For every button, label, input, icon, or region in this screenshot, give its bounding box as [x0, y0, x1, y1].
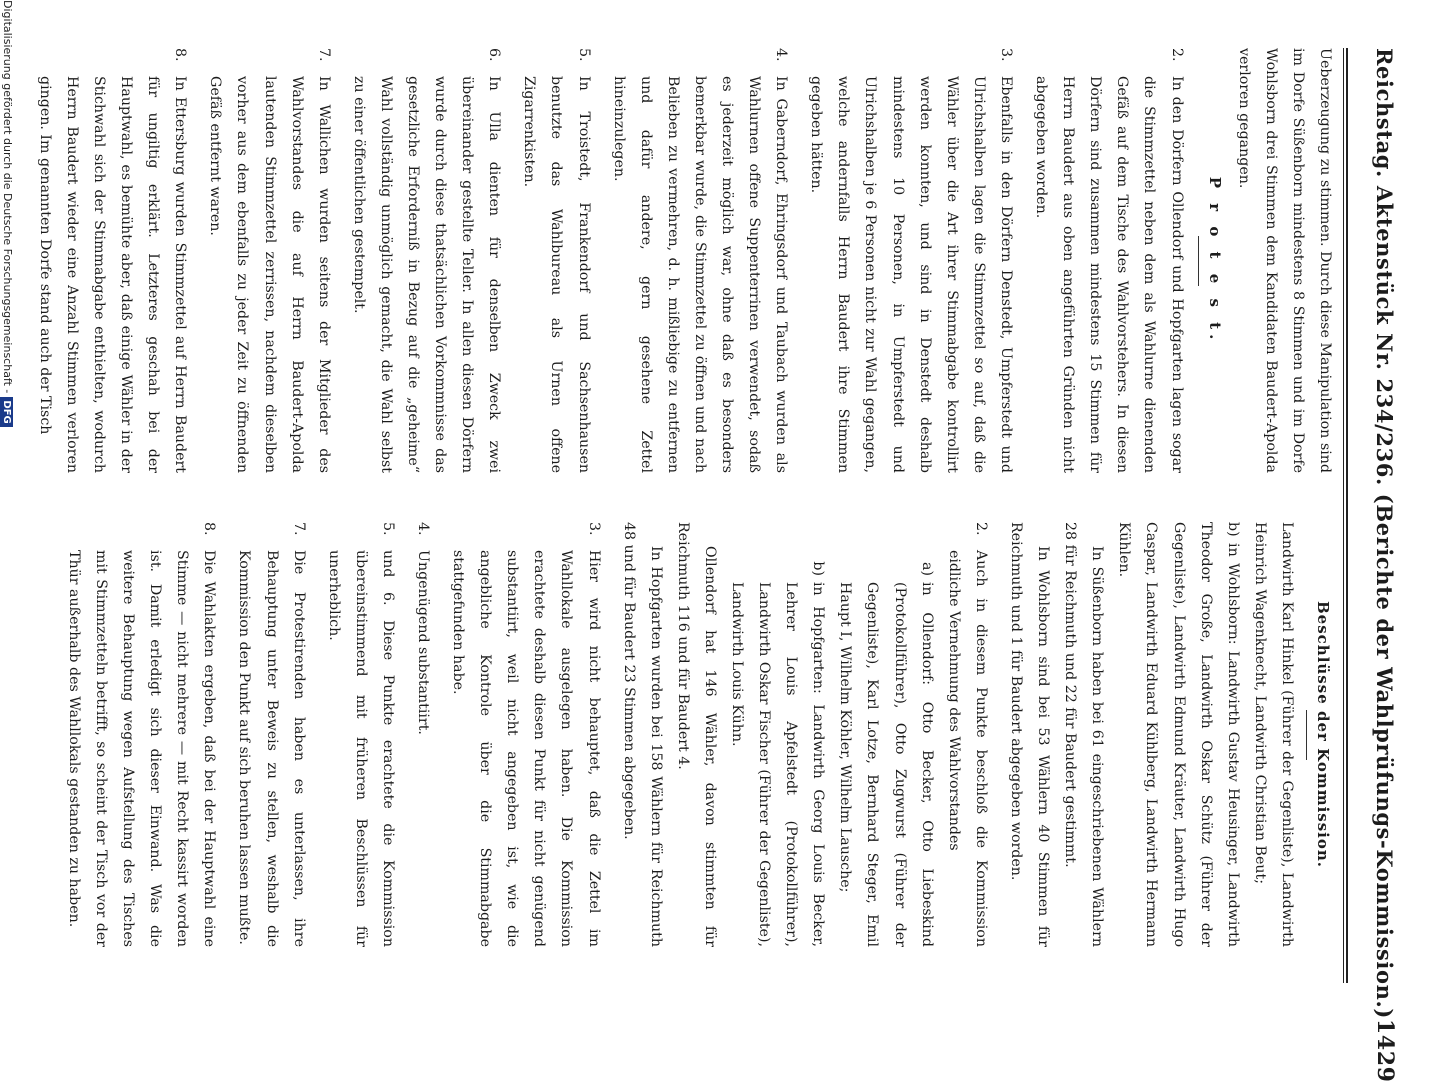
- item-number: 8.: [201, 522, 218, 536]
- item-text: Ungenügend substantiirt.: [415, 550, 431, 735]
- item-number: 6.: [486, 48, 503, 62]
- witness-list: Landwirth Karl Hinkel (Führer der Gegenliste), Landwirth Heinrich Wagenknecht, Landwirth Christian Beut;: [1251, 522, 1295, 947]
- item-number: 5.: [379, 522, 396, 536]
- sub-item-a: [831, 550, 939, 947]
- resolution-item: [409, 522, 436, 947]
- heading-rule: [1306, 710, 1307, 760]
- vote-result: In Süßenborn haben bei 61 eingeschriebenen Wählern 28 für Reichmuth und 22 für Baudert gestimmt.: [1062, 522, 1106, 947]
- protest-item: [201, 48, 336, 473]
- item-number: 4.: [415, 522, 431, 536]
- footer-text: Digitalisierung gefördert durch die Deutsche Forschungsgemeinschaft -: [1, 0, 14, 394]
- protest-column: [31, 48, 1338, 473]
- item-number: 4.: [773, 48, 790, 62]
- page-number: 1429: [1372, 1018, 1398, 1083]
- protest-item: [515, 48, 596, 473]
- protest-item: [1027, 48, 1190, 473]
- item-number: 3.: [585, 522, 602, 536]
- resolution-item: [60, 522, 223, 947]
- vote-result: In Wohlsborn sind bei 53 Wählern 40 Stimmen für Reichmuth und 1 für Baudert abgegeben worden.: [1007, 522, 1052, 947]
- item-text: In Troistedt, Frankendorf und Sachsenhausen benutzte das Wahlbureau als Urnen offene Zigarrenkisten.: [521, 76, 592, 473]
- item-text: In Wallichen wurden seitens der Mitglieder des Wahlvorstandes die auf Herrn Baudert-Apolda lautenden Stimmzettel zerrissen, nachdem dieselben vorher aus dem ebenfalls zu jeder Zeit zu öffnenden Gefäß entfernt waren.: [207, 76, 332, 473]
- item-text: und 6. Diese Punkte erachtete die Kommission übereinstimmend mit früheren Beschlüssen für unerheblich.: [325, 550, 396, 947]
- heading-rule: [1198, 236, 1199, 286]
- item-number: 3.: [997, 48, 1014, 62]
- digitization-footer: [0, 0, 14, 1000]
- item-number: 7.: [315, 48, 332, 62]
- header-rule-thin: [1343, 48, 1344, 983]
- item-number: 2.: [1168, 48, 1185, 62]
- vote-result: Ollendorf hat 146 Wähler, davon stimmten für Reichmuth 116 und für Baudert 4.: [674, 522, 718, 947]
- item-text: Ebenfalls in den Dörfern Denstedt, Umpferstedt und Ulrichshalben lagen die Stimmzettel so auf, daß die Wähler über die Art ihrer Stimmabgabe kontrollirt werden konnten, und sind in Denstedt deshalb mindestens 10 Personen, in Umpferstedt und Ulrichshalben je 6 Personen nicht zur Wahl gegangen, welche andernfalls Herrn Baudert ihre Stimmen gegeben hätten.: [808, 76, 1014, 473]
- protest-item: [31, 48, 194, 473]
- protest-item: [802, 48, 1019, 473]
- resolution-item: [723, 522, 994, 947]
- item-text: Die Protestirenden haben es unterlassen, ihre Behauptung unter Beweis zu stellen, weshalb die Kommission den Punkt auf sich beruhen lassen mußte.: [236, 550, 307, 947]
- item-text: Die Wahlakten ergeben, daß bei der Hauptwahl eine Stimme — nicht mehrere — mit Recht kassirt worden ist. Damit erledigt sich dieser Einwand. Was die weitere Behauptung wegen Aufstellung des Tisches mit Stimmzetteln betrifft, so scheint der Tisch vor der Thür außerhalb des Wahllokals gestanden zu haben.: [65, 550, 218, 947]
- protest-intro: Ueberzeugung zu stimmen. Durch diese Manipulation sind im Dorfe Süßenborn mindestens 8 Stimmen und im Dorfe Wohlsborn drei Stimmen dem Kandidaten Baudert-Apolda verloren gegangen.: [1235, 48, 1333, 473]
- vote-result: In Hopfgarten wurden bei 158 Wählern für Reichmuth 48 und für Baudert 23 Stimmen abgegeben.: [620, 522, 664, 947]
- item-number: 8.: [172, 48, 189, 62]
- page-header: [1372, 48, 1434, 1083]
- sub-item-b: [723, 550, 831, 947]
- item-number: 5.: [575, 48, 592, 62]
- resolutions-heading: Beschlüsse der Kommission.: [1314, 601, 1332, 868]
- sub-text: in Ollendorf: Otto Becker, Otto Liebeskind (Protokollführer), Otto Zugwurst (Führer der Gegenliste), Karl Lotze, Bernhard Steger, Emil Haupt I, Wilhelm Köhler, Wilhelm Lausche;: [837, 582, 935, 947]
- sub-text: in Hopfgarten: Landwirth Georg Louis Becker, Lehrer Louis Apfelstedt (Protokollführer), Landwirth Oskar Fischer (Führer der Gegenliste), Landwirth Louis Kühn.: [729, 582, 827, 947]
- header-rule-thick: [1346, 48, 1348, 983]
- protest-item: [345, 48, 508, 473]
- item-text-main: Auch in diesem Punkte beschloß die Kommission eidliche Vernehmung des Wahlvorstandes: [945, 550, 989, 947]
- item-number: 7.: [290, 522, 307, 536]
- resolution-item: [230, 522, 311, 947]
- item-number: 2.: [972, 522, 989, 536]
- resolution-item: [320, 522, 401, 947]
- header-title: Reichstag. Aktenstück Nr. 234/236. (Berichte der Wahlprüfungs-Kommission.): [1372, 48, 1397, 1019]
- item-text: In Gaberndorf, Ehringsdorf und Taubach wurden als Wahlurnen offene Suppenterrinen verwendet, sodaß es jederzeit möglich war, ohne daß es besonders bemerkbar wurde, die Stimmzettel zu öffnen und nach Belieben zu vermehren, d. h. mißliebige zu entfernen und dafür andere, gern gesehene Zettel hineinzulegen.: [610, 76, 790, 473]
- item-text: In den Dörfern Ollendorf und Hopfgarten lagen sogar die Stimmzettel neben dem als Wahlurne dienenden Gefäß auf dem Tische des Wahlvorstehers. In diesen Dörfern sind zusammen mindestens 15 Stimmen für Herrn Baudert aus oben angeführten Gründen nicht abgegeben worden.: [1033, 76, 1185, 473]
- sub-text: b) in Wohlsborn: Landwirth Gustav Heusinger, Landwirth Theodor Große, Landwirth Oskar Schütz (Führer der Gegenliste), Landwirth Edmund Kräuter, Landwirth Hugo Caspar, Landwirth Eduard Kühlberg, Landwirth Hermann Kühlen.: [1116, 522, 1241, 947]
- protest-heading: P r o t e s t.: [1205, 176, 1224, 345]
- item-text: [723, 550, 994, 947]
- sub-item-b: [1110, 522, 1245, 947]
- item-text: Hier wird nicht behauptet, daß die Zettel im Wahllokale ausgelegen haben. Die Kommission erachtete deshalb diesen Punkt für nicht genügend substantiirt, weil nicht angegeben ist, wie die angebliche Kontrole über die Stimmabgabe stattgefunden habe.: [450, 550, 602, 947]
- item-text: In Ulla dienten für denselben Zweck zwei übereinander gestellte Teller. In allen diesen Dörfern wurde durch diese thatsächlichen Vorkommnisse das gesetzliche Erforderniß in Bezug auf die „geheime“ Wahl vollständig unmöglich gemacht, die Wahl selbst zu einer öffentlichen gestempelt.: [350, 76, 503, 473]
- sub-letter: b): [810, 561, 827, 576]
- dfg-logo: DFG: [0, 397, 13, 426]
- protest-item: [605, 48, 795, 473]
- item-text: In Ettersburg wurden Stimmzettel auf Herrn Baudert für ungiltig erklärt. Letzteres geschah bei der Hauptwahl, es bemühte aber, daß einige Wähler in der Stichwahl sich der Stimmabgabe enthielten, wodurch Herrn Baudert wieder eine Anzahl Stimmen verloren gingen. Im genannten Dorfe stand auch der Tisch: [36, 76, 189, 473]
- sub-letter: a): [918, 562, 935, 576]
- resolutions-column: [60, 522, 1338, 947]
- resolution-item: [444, 522, 607, 947]
